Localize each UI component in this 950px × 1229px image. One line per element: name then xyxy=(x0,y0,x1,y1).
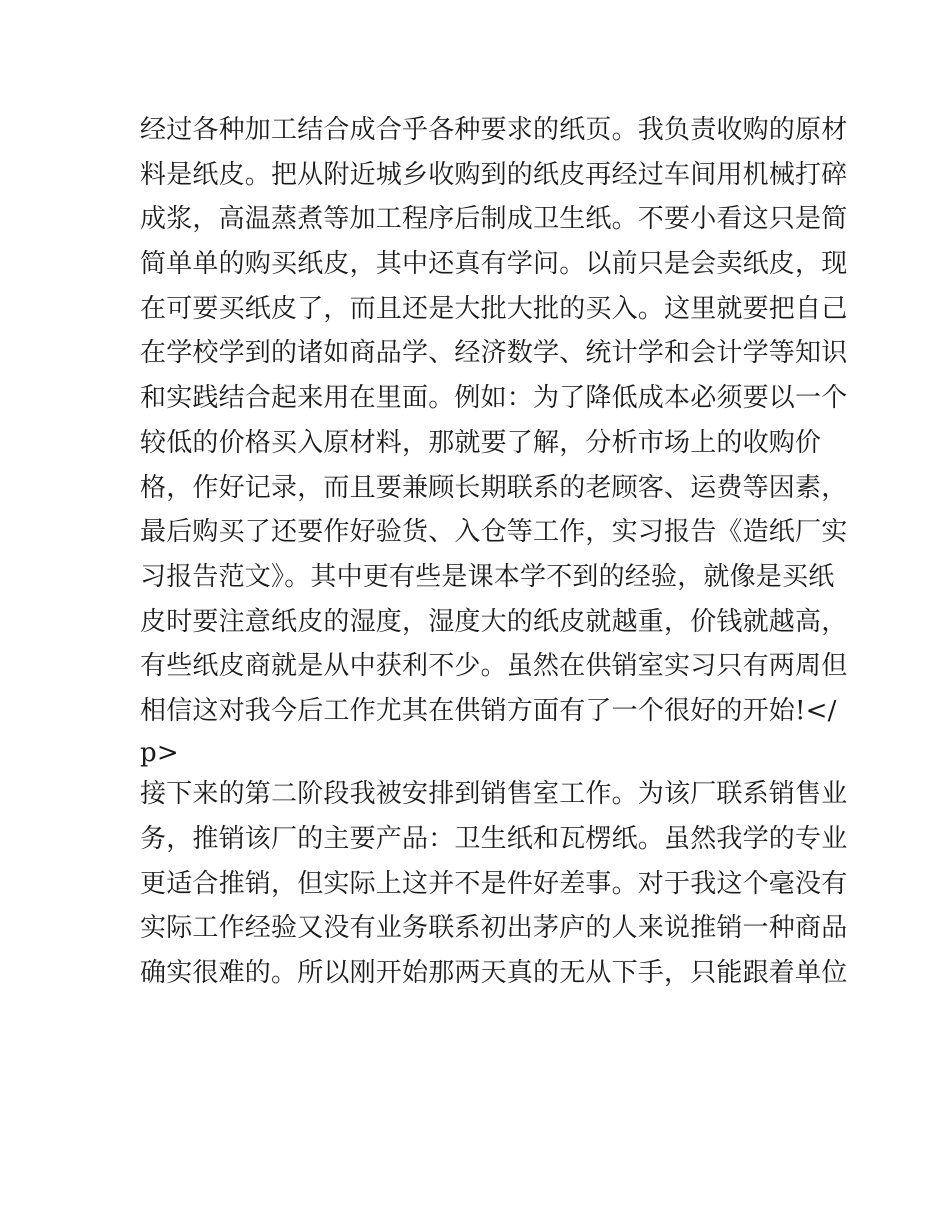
text-line: 在学校学到的诸如商品学、经济数学、统计学和会计学等知识 xyxy=(140,338,848,369)
text-line: 务，推销该厂的主要产品：卫生纸和瓦楞纸。虽然我学的专业 xyxy=(140,823,848,854)
text-line: 简单单的购买纸皮，其中还真有学问。以前只是会卖纸皮，现 xyxy=(140,249,848,280)
text-line: 皮时要注意纸皮的湿度，湿度大的纸皮就越重，价钱就越高， xyxy=(140,606,848,637)
text-line xyxy=(140,996,820,1041)
paragraph-2 xyxy=(140,772,848,1040)
text-line: 在可要买纸皮了，而且还是大批大批的买入。这里就要把自己 xyxy=(140,293,848,324)
text-line: 接下来的第二阶段我被安排到销售室工作。为该厂联系销售业 xyxy=(140,779,848,810)
text-line: 较低的价格买入原材料，那就要了解，分析市场上的收购价 xyxy=(140,427,822,458)
paragraph-1 xyxy=(140,108,848,772)
text-line: 料是纸皮。把从附近城乡收购到的纸皮再经过车间用机械打碎 xyxy=(140,159,848,190)
text-line: 确实很难的。所以刚开始那两天真的无从下手，只能跟着单位 xyxy=(140,957,848,988)
text-line: p> xyxy=(140,737,179,768)
body-text xyxy=(140,108,848,1040)
text-line: 经过各种加工结合成合乎各种要求的纸页。我负责收购的原材 xyxy=(140,115,848,145)
text-line: 最后购买了还要作好验货、入仓等工作，实习报告《造纸厂实 xyxy=(140,517,848,548)
text-line: 格，作好记录，而且要兼顾长期联系的老顾客、运费等因素， xyxy=(140,472,848,503)
text-line: 和实践结合起来用在里面。例如：为了降低成本必须要以一个 xyxy=(140,383,848,414)
text-line: 实际工作经验又没有业务联系初出茅庐的人来说推销一种商品 xyxy=(140,913,848,944)
text-line: 成浆，高温蒸煮等加工程序后制成卫生纸。不要小看这只是简 xyxy=(140,204,848,235)
text-line: 有些纸皮商就是从中获利不少。虽然在供销室实习只有两周但 xyxy=(140,651,848,682)
text-line: 相信这对我今后工作尤其在供销方面有了一个很好的开始!</ xyxy=(140,695,837,726)
text-line: 更适合推销，但实际上这并不是件好差事。对于我这个毫没有 xyxy=(140,868,848,899)
text-line: 习报告范文》。其中更有些是课本学不到的经验，就像是买纸 xyxy=(140,561,835,592)
